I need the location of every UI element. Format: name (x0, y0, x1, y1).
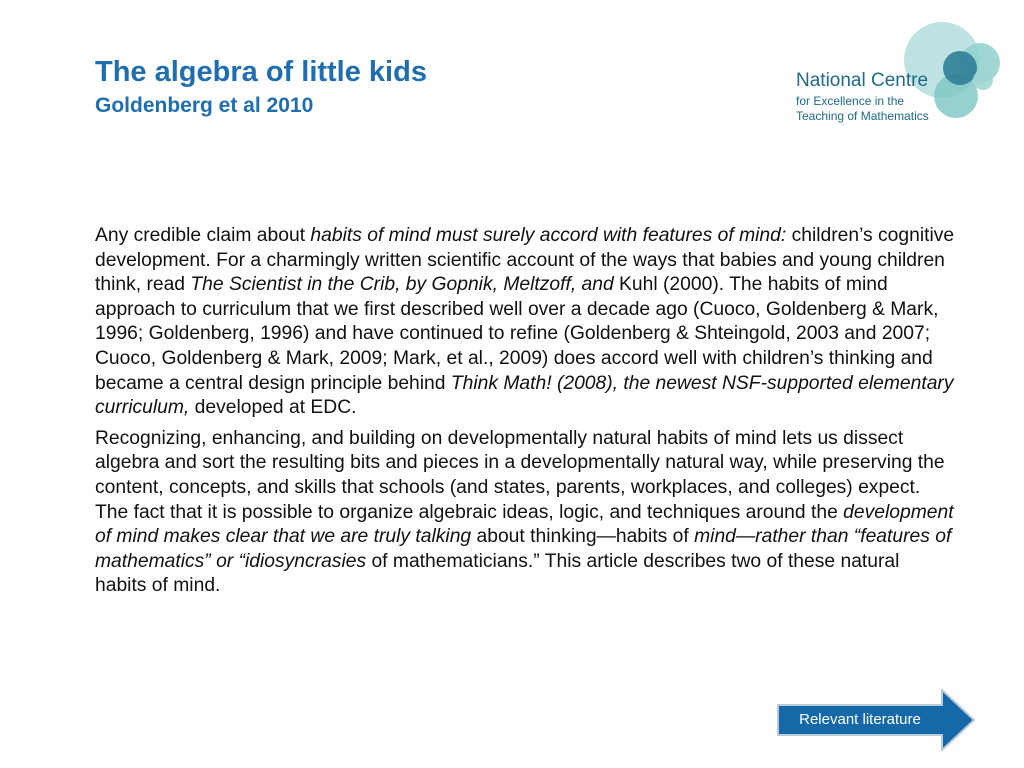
p1-italic-2: The Scientist in the Crib, by Gopnik, Meltzoff, and (190, 274, 614, 296)
relevant-literature-label: Relevant literature (799, 711, 921, 728)
paragraph-1 (95, 224, 955, 421)
p1-text-1: Any credible claim about (95, 225, 311, 246)
relevant-literature-button[interactable] (776, 689, 976, 751)
slide-title: The algebra of little kids (95, 56, 427, 88)
p1-text-3: Kuhl (2000). The habits of mind approach to curriculum that we first described well over a decade ago (Cuoco, Goldenberg & Mark, 1996; Goldenberg, 1996) and have continued to refine (Goldenberg & Shteingold, 2003 and 2007; Cuoco, Goldenberg & Mark, 2009; Mark, et al., 2009) does accord well with children’s thinking and became a central design principle behind (95, 274, 939, 394)
p1-italic-1: habits of mind must surely accord with features of mind: (310, 225, 787, 246)
p2-italic-1: development of mind makes clear that we are truly talking (95, 501, 954, 548)
ncetm-logo (780, 18, 1010, 133)
paragraph-2 (95, 427, 955, 599)
p1-italic-3: Think Math! (2008), the newest NSF-supported elementary curriculum, (95, 372, 954, 419)
logo-subtitle-line2: Teaching of Mathematics (796, 109, 929, 123)
p1-text-4: developed at EDC. (189, 397, 357, 419)
slide-subtitle: Goldenberg et al 2010 (95, 94, 314, 117)
p1-text-2: children’s cognitive development. For a charmingly written scientific account of the ways that babies and young children think, read (95, 225, 955, 296)
body-text (95, 224, 955, 605)
p2-text-2: about thinking—habits of (471, 526, 695, 548)
p2-italic-2: mind—rather than “features of mathematics” or “idiosyncrasies (95, 526, 952, 572)
p2-text-1: Recognizing, enhancing, and building on developmentally natural habits of mind lets us dissect algebra and sort the resulting bits and pieces in a developmentally natural way, while preserving the content, concepts, and skills that schools (and states, parents, workplaces, and colleges) expect. The fact that it is possible to organize algebraic ideas, logic, and techniques around the (95, 427, 945, 523)
logo-title: National Centre (796, 70, 929, 91)
p2-text-3: of mathematicians.” This article describes two of these natural habits of mind. (95, 550, 900, 597)
logo-subtitle-line1: for Excellence in the (796, 94, 905, 108)
